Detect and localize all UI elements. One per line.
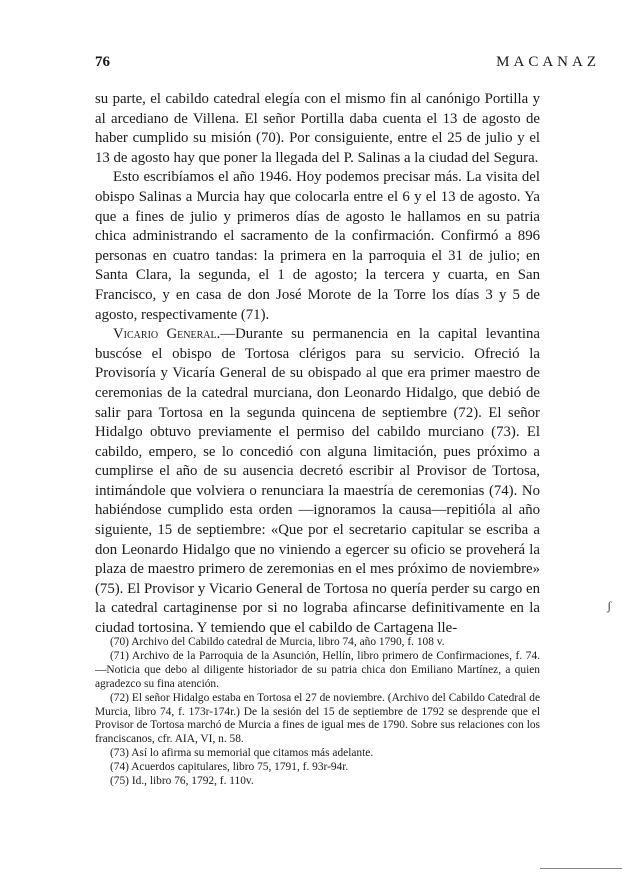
footnote-74: (74) Acuerdos capitulares, libro 75, 1791, f. 93r-94r. (110, 761, 349, 774)
paragraph-1: su parte, el cabildo catedral elegía con el mismo fin al canónigo Portilla y al arcediano de Villena. El señor Portilla daba cuenta el 13 de agosto de haber cumplido su misión (70). Por consiguiente, entre el 25 de julio y el 13 de agosto hay que poner la llegada del P. Salinas a la ciudad del Segura. (95, 91, 540, 166)
page-number: 76 (95, 54, 110, 70)
footnotes (95, 636, 540, 789)
main-text (95, 90, 540, 639)
paragraph-2: Esto escribíamos el año 1946. Hoy podemos precisar más. La visita del obispo Salinas a Murcia hay que colocarla entre el 6 y el 13 de agosto. Ya que a fines de julio y primeros días de agosto le hallamos en su patria chica administrando el sacramento de la confirmación. Confirmó a 896 personas en cuatro tandas: la primera en la parroquia el 31 de julio; en Santa Clara, la segunda, el 1 de agosto; la tercera y cuarta, en San Francisco, y en casa de don José Morote de la Torre los días 3 y 5 de agosto, respectivamente (71). (95, 169, 540, 323)
footnote-75: (75) Id., libro 76, 1792, f. 110v. (110, 775, 254, 788)
footnote-72: (72) El señor Hidalgo estaba en Tortosa el 27 de noviembre. (Archivo del Cabildo Catedral de Murcia, libro 74, f. 173r-174r.) De la sesión del 15 de septiembre de 1792 se desprende que el Provisor de Tortosa marchó de Murcia a fines de igual mes de 1790. Sobre sus relaciones con los franciscanos, cfr. AIA, VI, n. 58. (95, 691, 540, 746)
paragraph-3 (95, 325, 540, 639)
paragraph-3-text: —Durante su permanencia en la capital levantina buscóse el obispo de Tortosa clérigos para su servicio. Ofreció la Provisoría y Vicaría General de su obispado al que era primer maestro de ceremonias de la catedral murciana, don Leonardo Hidalgo, que debió de salir para Tortosa en la segunda quincena de septiembre (72). El señor Hidalgo obtuvo previamente el permiso del cabildo murciano (73). El cabildo, empero, se lo concedió con alguna limitación, pues próximo a cumplirse el año de su ausencia decretó escribir al Provisor de Tortosa, intimándole que volviera o renunciara la maestría de ceremonias (74). No habiéndose cumplido esta orden —ignoramos la causa—repitióla al año siguiente, 15 de septiembre: «Que por el secretario capitular se escriba a don Leonardo Hidalgo que no viniendo a egercer su oficio se proveherá la plaza de maestro primero de zeremonias en el mes próximo de noviembre» (75). El Provisor y Vicario General de Tortosa no quería perder su cargo en la catedral cartaginense por si no lograba afincarse definitivamente en la ciudad tortosina. Y temiendo que el cabildo de Cartagena lle- (95, 326, 541, 637)
footnote-70: (70) Archivo del Cabildo catedral de Murcia, libro 74, año 1790, f. 108 v. (110, 636, 445, 648)
footnote-71: (71) Archivo de la Parroquia de la Asunción, Hellín, libro primero de Confirmaciones, f. 74.—Noticia que debo al diligente historiador de su patria chica don Emiliano Martínez, a quien agradezco su fina atención. (95, 649, 540, 690)
section-heading: Vicario General. (113, 326, 221, 343)
bottom-rule (540, 868, 622, 869)
footnote-73: (73) Así lo afirma su memorial que citamos más adelante. (110, 747, 374, 760)
margin-mark: ʃ (607, 598, 612, 613)
running-head: MACANAZ (496, 54, 600, 70)
